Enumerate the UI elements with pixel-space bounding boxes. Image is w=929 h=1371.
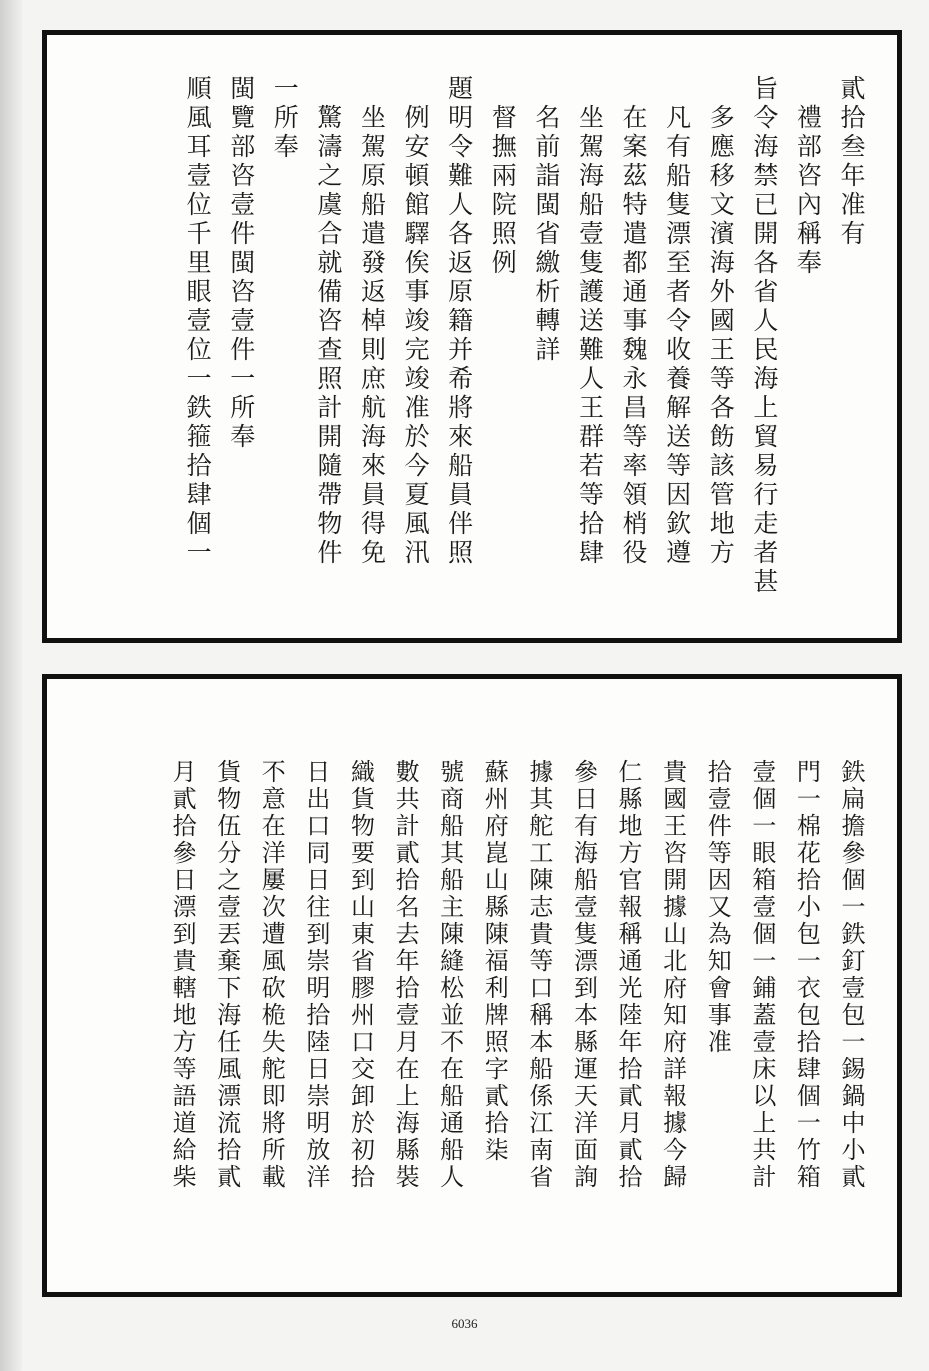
text-column: 驚濤之虞合就備咨查照計開隨帶物件 — [313, 75, 343, 568]
text-column: 月貳拾參日漂到貴轄地方等語道給柴 — [168, 759, 197, 1191]
bottom-panel-text — [47, 679, 897, 1292]
text-column: 禮部咨內稱奉 — [793, 75, 823, 278]
text-column: 順風耳壹位千里眼壹位一鉄箍拾肆個一 — [183, 75, 213, 568]
text-column: 仁縣地方官報稱通光陸年拾貳月貳拾 — [614, 759, 643, 1191]
bottom-document-panel — [42, 674, 902, 1297]
text-column: 門一棉花拾小包一衣包拾肆個一竹箱 — [792, 759, 821, 1191]
text-column: 拾壹件等因又為知會事准 — [703, 759, 732, 1056]
text-column: 鉄扁擔參個一鉄釘壹包一錫鍋中小貳 — [837, 759, 865, 1191]
text-column: 例安頓館驛俟事竣完竣准於今夏風汛 — [401, 75, 431, 568]
text-column: 蘇州府崑山縣陳福利牌照字貳拾柒 — [480, 759, 509, 1164]
top-panel-text — [47, 35, 897, 638]
text-column: 凡有船隻漂至者令收養解送等因欽遵 — [662, 75, 692, 568]
page-number: 6036 — [451, 1316, 478, 1331]
text-column: 不意在洋屢次遭風砍桅失舵即將所載 — [257, 759, 286, 1191]
text-column: 多應移文濱海外國王等各飭該管地方 — [706, 75, 736, 568]
text-column: 坐駕海船壹隻護送難人王群若等拾肆 — [575, 75, 605, 568]
text-column: 數共計貳拾名去年拾壹月在上海縣裝 — [391, 759, 420, 1191]
text-column: 坐駕原船遣發返棹則庶航海來員得免 — [357, 75, 387, 568]
text-column: 閩覽部咨壹件閩咨壹件一所奉 — [226, 75, 256, 452]
text-column: 據其舵工陳志貴等口稱本船係江南省 — [524, 759, 553, 1191]
top-document-panel — [42, 30, 902, 643]
text-column: 日出口同日往到崇明拾陸日崇明放洋 — [301, 759, 330, 1191]
text-column: 在案茲特遣都通事魏永昌等率領梢役 — [619, 75, 649, 568]
text-column: 一所奉 — [270, 75, 300, 162]
text-column: 貴國王咨開據山北府知府詳報據今歸 — [658, 759, 687, 1191]
text-column: 號商船其船主陳縫松並不在船通船人 — [435, 759, 464, 1191]
text-column: 壹個一眼箱壹個一鋪蓋壹床以上共計 — [747, 759, 776, 1191]
text-column: 督撫兩院照例 — [488, 75, 518, 278]
text-column: 旨令海禁已開各省人民海上貿易行走者甚 — [749, 75, 779, 597]
text-column: 題明令難人各返原籍并希將來船員伴照 — [444, 75, 474, 568]
text-column: 參日有海船壹隻漂到本縣運天洋面詢 — [569, 759, 598, 1191]
binding-shadow — [0, 0, 22, 1371]
text-column: 織貨物要到山東省膠州口交卸於初拾 — [346, 759, 375, 1191]
text-column: 貨物伍分之壹丟棄下海任風漂流拾貳 — [212, 759, 241, 1191]
text-column: 貳拾叁年准有 — [837, 75, 866, 249]
text-column: 名前詣閩省繳析轉詳 — [531, 75, 561, 365]
